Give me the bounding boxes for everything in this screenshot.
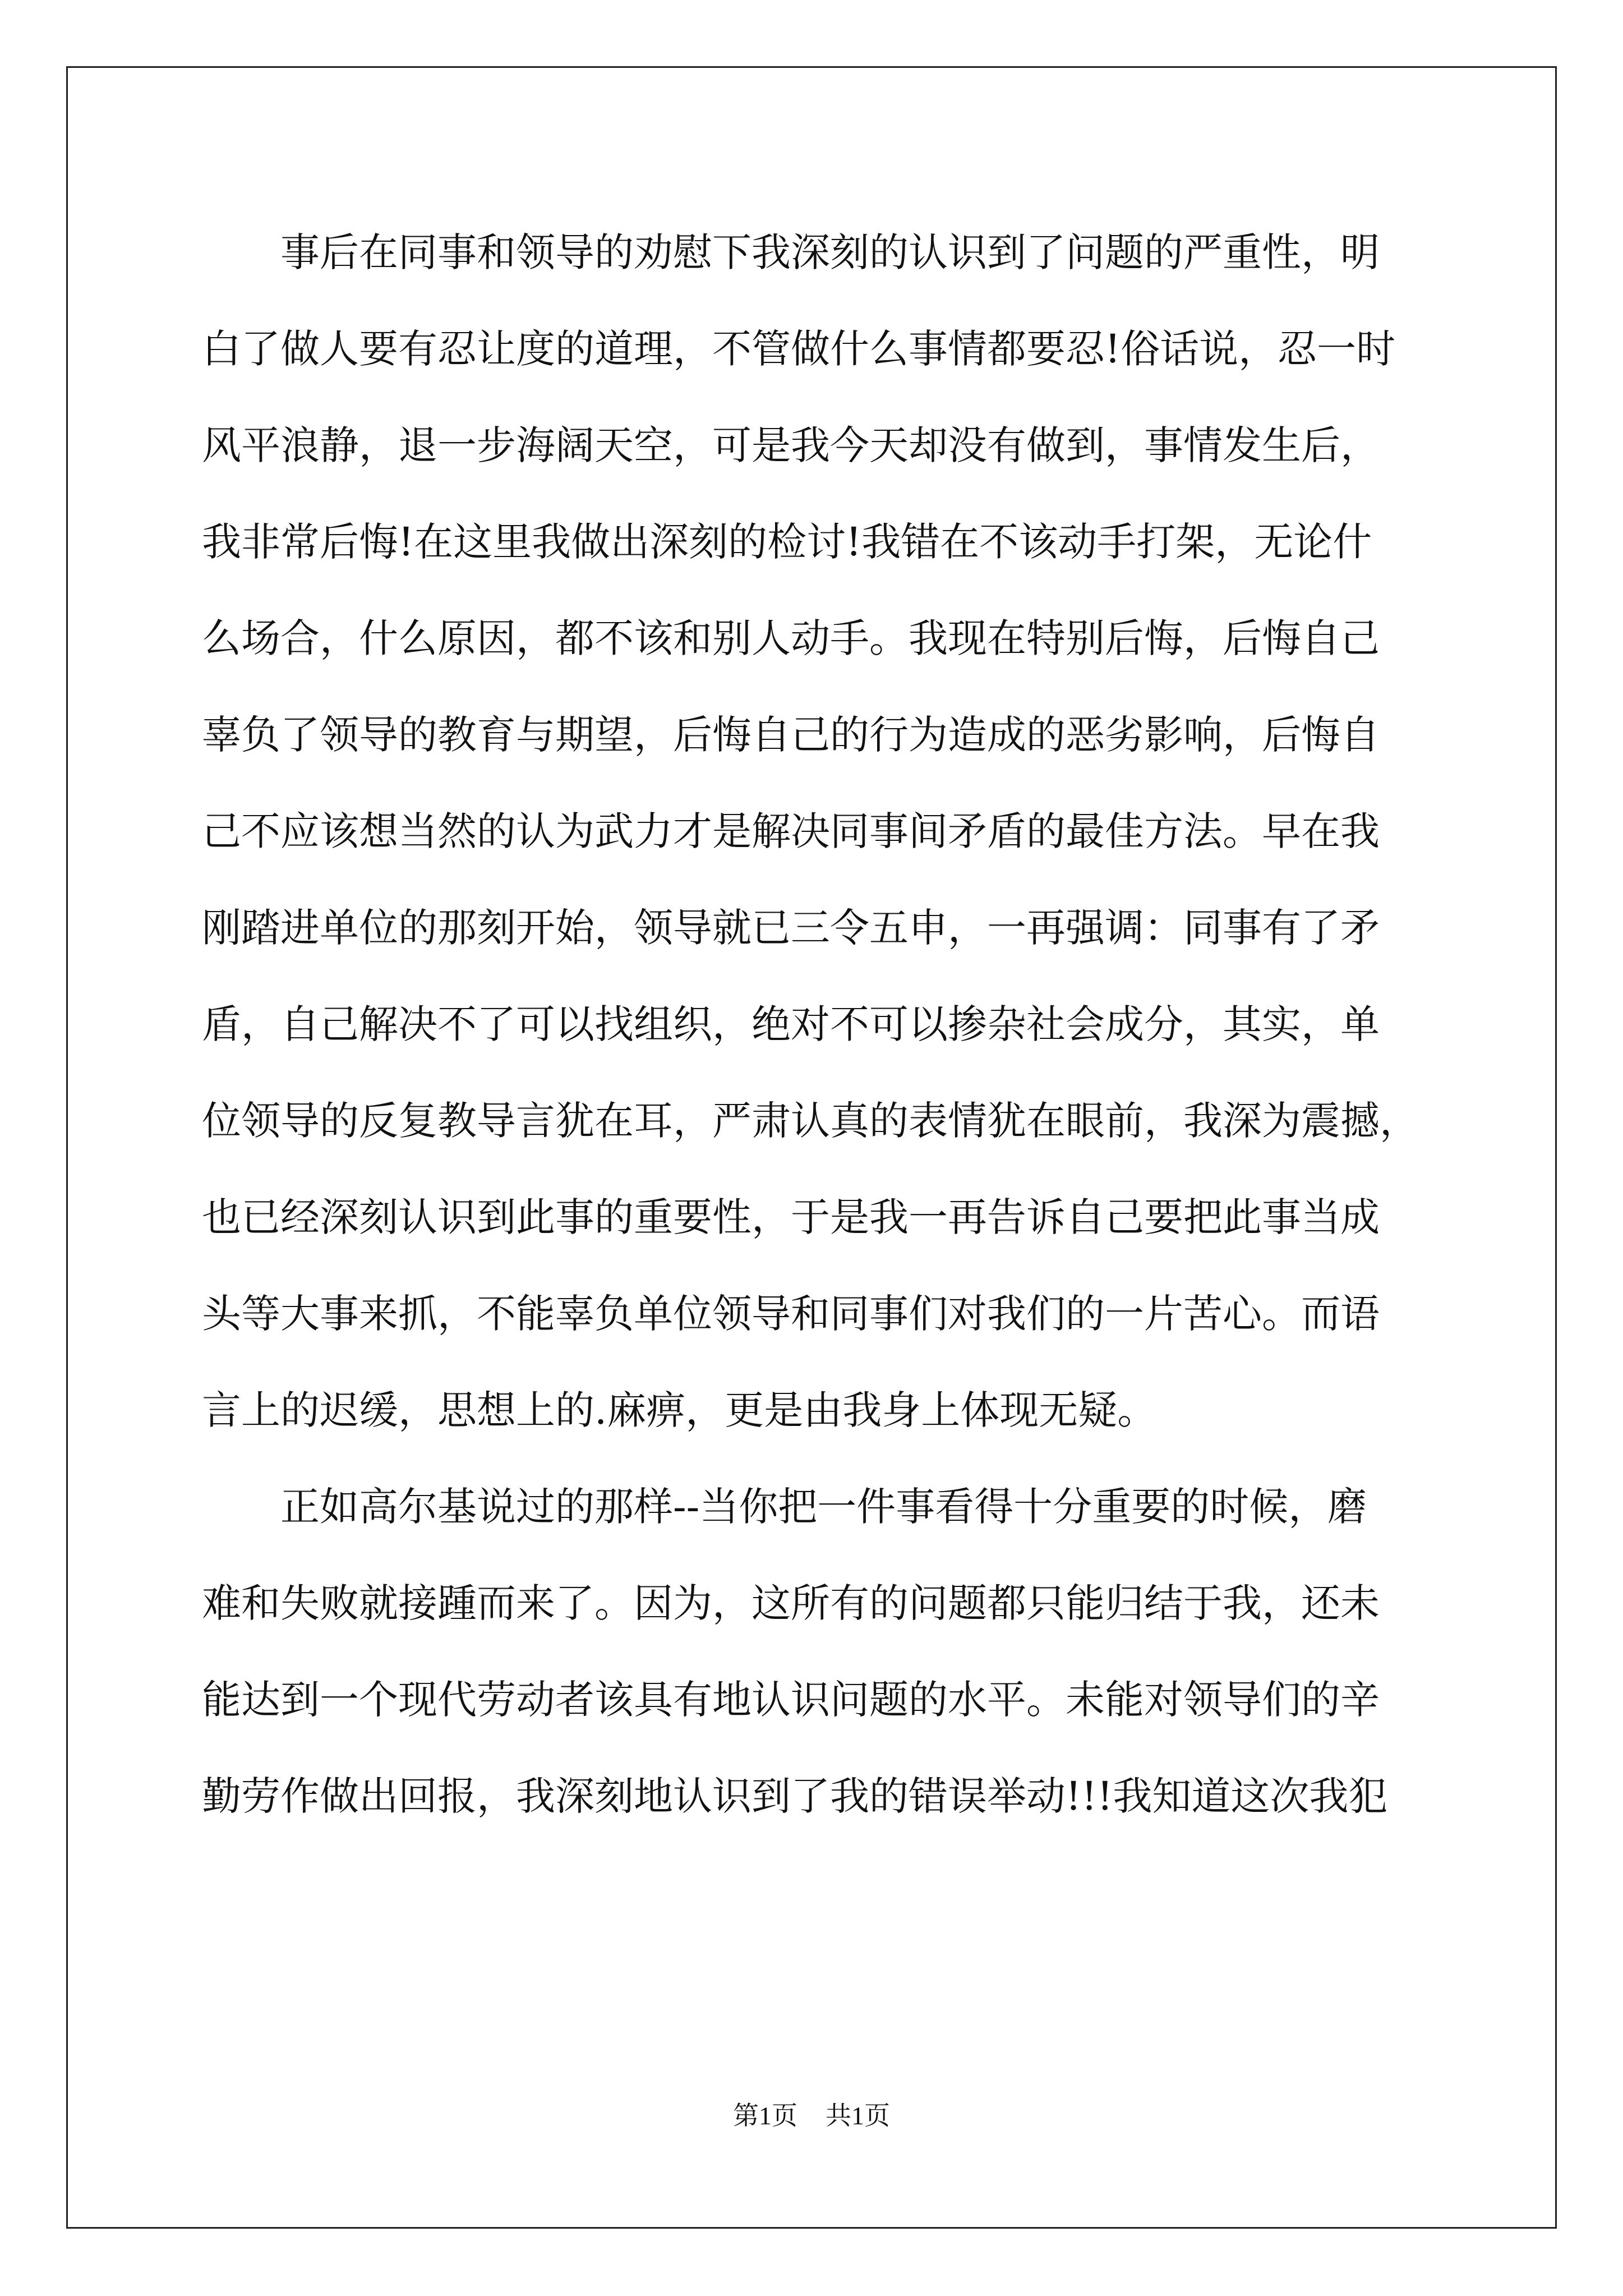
page-number: 第1页: [733, 2101, 797, 2130]
text-line: 盾，自己解决不了可以找组织，绝对不可以掺杂社会成分，其实，单: [202, 1001, 1380, 1047]
text-line: 刚踏进单位的那刻开始，领导就已三令五申，一再强调：同事有了矛: [202, 905, 1380, 951]
text-line: 位领导的反复教导言犹在耳，严肃认真的表情犹在眼前，我深为震撼，: [202, 1098, 1419, 1144]
text-line: 头等大事来抓，不能辜负单位领导和同事们对我们的一片苦心。而语: [202, 1291, 1380, 1337]
text-line: 风平浪静，退一步海阔天空，可是我今天却没有做到，事情发生后，: [202, 422, 1380, 468]
page-footer: [0, 2099, 1623, 2133]
text-line: 也已经深刻认识到此事的重要性，于是我一再告诉自己要把此事当成: [202, 1194, 1380, 1240]
text-line: 我非常后悔!在这里我做出深刻的检讨!我错在不该动手打架，无论什: [202, 519, 1372, 565]
text-line: 白了做人要有忍让度的道理，不管做什么事情都要忍!俗话说，忍一时: [202, 326, 1396, 372]
document-body: [202, 213, 1424, 1853]
text-line: 难和失败就接踵而来了。因为，这所有的问题都只能归结于我，还未: [202, 1580, 1380, 1626]
text-line: 么场合，什么原因，都不该和别人动手。我现在特别后悔，后悔自己: [202, 615, 1380, 661]
text-line: 言上的迟缓，思想上的.麻痹，更是由我身上体现无疑。: [202, 1387, 1157, 1433]
text-line: 正如高尔基说过的那样--当你把一件事看得十分重要的时候，磨: [280, 1484, 1367, 1530]
text-line: 辜负了领导的教育与期望，后悔自己的行为造成的恶劣影响，后悔自: [202, 712, 1380, 758]
text-line: 勤劳作做出回报，我深刻地认识到了我的错误举动!!!我知道这次我犯: [202, 1773, 1388, 1819]
text-line: 事后在同事和领导的劝慰下我深刻的认识到了问题的严重性，明: [280, 229, 1380, 275]
page-total: 共1页: [826, 2101, 890, 2130]
text-line: 己不应该想当然的认为武力才是解决同事间矛盾的最佳方法。早在我: [202, 808, 1380, 854]
text-line: 能达到一个现代劳动者该具有地认识问题的水平。未能对领导们的辛: [202, 1677, 1380, 1723]
